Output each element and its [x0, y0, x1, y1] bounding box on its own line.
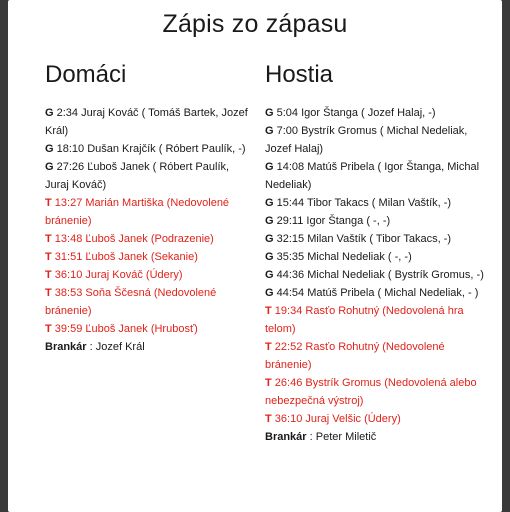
event-text: 13:27 Marián Martiška (Nedovolené bránenie): [45, 197, 230, 227]
goalie-label: Brankár: [45, 341, 87, 353]
away-column: [265, 58, 485, 446]
goalie-row: [265, 428, 485, 446]
event-text: 14:08 Matúš Pribela ( Igor Štanga, Michal Nedeliak): [265, 161, 480, 191]
event-type: G: [265, 197, 274, 209]
page-title: Zápis zo zápasu: [162, 10, 348, 38]
event-text: 18:10 Dušan Krajčík ( Róbert Paulík, -): [56, 143, 246, 155]
event-type: T: [265, 377, 272, 389]
event-text: 35:35 Michal Nedeliak ( -, -): [276, 251, 412, 263]
goalie-label: Brankár: [265, 431, 307, 443]
event-text: 5:04 Igor Štanga ( Jozef Halaj, -): [276, 107, 436, 119]
event-text: 38:53 Soňa Ščesná (Nedovolené bránenie): [45, 287, 217, 317]
event-row: [265, 212, 485, 230]
event-type: T: [45, 233, 52, 245]
event-text: 36:10 Juraj Velšic (Údery): [274, 413, 401, 425]
penalty-row: [45, 230, 255, 248]
event-row: [265, 104, 485, 122]
event-type: G: [265, 269, 274, 281]
event-row: [45, 104, 255, 140]
event-type: T: [265, 413, 272, 425]
event-type: T: [265, 305, 272, 317]
event-row: [265, 248, 485, 266]
goalie-row: [45, 338, 255, 356]
event-type: T: [45, 287, 52, 299]
event-text: 31:51 Ľuboš Janek (Sekanie): [54, 251, 198, 263]
penalty-row: [45, 194, 255, 230]
penalty-row: [45, 248, 255, 266]
event-row: [265, 158, 485, 194]
event-row: [45, 158, 255, 194]
event-type: G: [265, 161, 274, 173]
event-text: 15:44 Tibor Takacs ( Milan Vaštík, -): [276, 197, 452, 209]
event-text: 7:00 Bystrík Gromus ( Michal Nedeliak, Jozef Halaj): [265, 125, 468, 155]
event-text: 39:59 Ľuboš Janek (Hrubosť): [54, 323, 198, 335]
event-type: G: [45, 107, 54, 119]
event-row: [265, 266, 485, 284]
event-text: 19:34 Rasťo Rohutný (Nedovolená hra telom): [265, 305, 464, 335]
penalty-row: [265, 410, 485, 428]
event-row: [265, 122, 485, 158]
away-heading: Hostia: [265, 61, 334, 88]
penalty-row: [45, 284, 255, 320]
goalie-name: : Peter Miletič: [306, 431, 377, 443]
penalty-row: [265, 338, 485, 374]
event-type: G: [45, 143, 54, 155]
penalty-row: [265, 374, 485, 410]
event-row: [45, 140, 255, 158]
event-type: T: [265, 341, 272, 353]
event-type: G: [265, 125, 274, 137]
home-heading: Domáci: [45, 61, 127, 88]
event-type: G: [265, 107, 274, 119]
event-type: G: [265, 215, 274, 227]
goalie-name: : Jozef Král: [86, 341, 145, 353]
event-text: 29:11 Igor Štanga ( -, -): [276, 215, 391, 227]
penalty-row: [45, 266, 255, 284]
home-events: [45, 104, 255, 356]
penalty-row: [265, 302, 485, 338]
event-text: 44:54 Matúš Pribela ( Michal Nedeliak, - ): [276, 287, 479, 299]
home-column: [45, 58, 255, 356]
event-type: T: [45, 269, 52, 281]
event-text: 22:52 Rasťo Rohutný (Nedovolené bránenie): [265, 341, 445, 371]
event-type: G: [265, 287, 274, 299]
event-type: T: [45, 251, 52, 263]
event-row: [265, 284, 485, 302]
event-row: [265, 194, 485, 212]
match-report-sheet: [8, 0, 502, 512]
event-text: 32:15 Milan Vaštík ( Tibor Takacs, -): [276, 233, 452, 245]
event-row: [265, 230, 485, 248]
event-type: G: [45, 161, 54, 173]
event-type: G: [265, 233, 274, 245]
event-text: 44:36 Michal Nedeliak ( Bystrík Gromus, -): [276, 269, 484, 281]
event-type: T: [45, 197, 52, 209]
event-text: 2:34 Juraj Kováč ( Tomáš Bartek, Jozef Král): [45, 107, 248, 137]
away-events: [265, 104, 485, 446]
event-type: G: [265, 251, 274, 263]
event-text: 36:10 Juraj Kováč (Údery): [54, 269, 183, 281]
event-text: 26:46 Bystrík Gromus (Nedovolená alebo nebezpečná výstroj): [265, 377, 477, 407]
penalty-row: [45, 320, 255, 338]
event-text: 27:26 Ľuboš Janek ( Róbert Paulík, Juraj Kováč): [45, 161, 230, 191]
event-type: T: [45, 323, 52, 335]
event-text: 13:48 Ľuboš Janek (Podrazenie): [54, 233, 214, 245]
